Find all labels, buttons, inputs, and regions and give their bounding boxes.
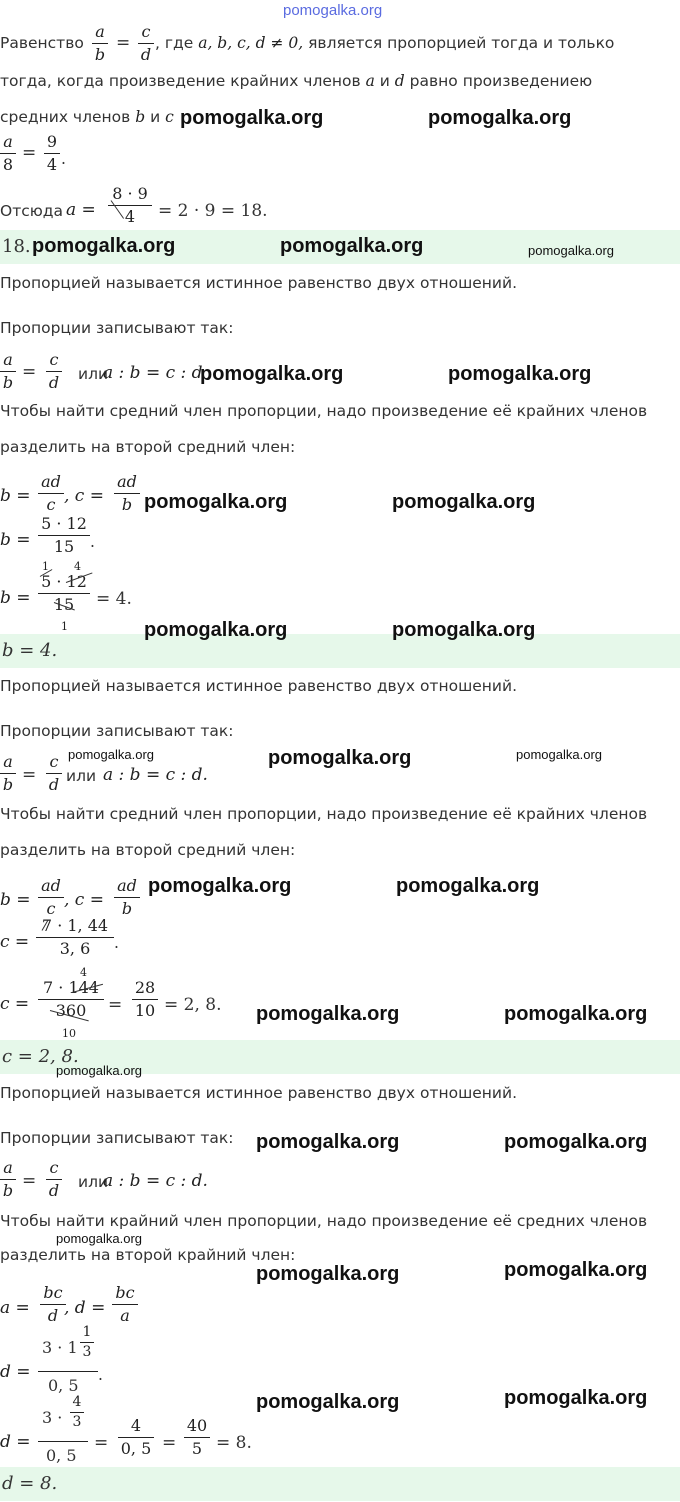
watermark: pomogalka.org [392,491,536,513]
s4-answer: d = 8. [2,1473,58,1494]
watermark: pomogalka.org [504,1259,648,1281]
s2-form-or: или [78,365,109,383]
watermark: pomogalka.org [56,1231,142,1246]
s2-form-eq: = [22,362,37,382]
s4-formula-d [112,1283,138,1326]
s4-rule-line1: Чтобы найти крайний член пропорции, надо произведение её средних членов [0,1212,648,1230]
watermark: pomogalka.org [148,875,292,897]
s3-formula-b [38,876,64,919]
s3-formula-c-den: b [121,899,133,918]
watermark: pomogalka.org [504,1387,648,1409]
watermark: pomogalka.org [144,491,288,513]
s2-form-b: b [2,373,14,392]
s4-form-c: c [49,1158,59,1177]
s3-step2-frac [38,978,104,1021]
s4-step2-mixed [70,1394,84,1431]
s2-form-ab [0,350,16,393]
watermark: pomogalka.org [504,1003,648,1025]
s2-step1-den: 15 [53,537,75,556]
s4-step2-fn: 4 [72,1394,82,1410]
s3-step2-num: 7 · 144 [43,978,99,997]
s4-step1-lhs: d = [0,1362,31,1382]
watermark: pomogalka.org [180,107,324,129]
s4-step1-dot: . [98,1366,103,1384]
s4-formula-d-num: bc [115,1283,135,1302]
s1-var-a: a [365,72,375,90]
watermark: pomogalka.org [256,1391,400,1413]
s1-and: и [379,72,390,90]
s3-step2-bot: 10 [62,1027,76,1040]
s4-step2-n3: 40 [186,1416,208,1435]
s4-step2-fd: 3 [72,1414,82,1430]
s2-form-alt: a : b = c : d [103,363,203,383]
s1-hence-label: Отсюда [0,202,64,220]
s4-step2-frac3 [184,1416,210,1459]
s4-form-alt: a : b = c : d. [103,1171,208,1191]
s3-form-a: a [3,752,13,771]
s4-form-d: d [48,1181,60,1200]
s1-var-b: b [135,108,146,126]
s1-eq-8: 8 [2,155,14,174]
s1-intro-line1 [0,34,84,52]
s1-line2-post: равно произведениею [409,72,593,90]
s4-formula-d-lhs: , d = [64,1298,106,1318]
watermark: pomogalka.org [428,107,572,129]
s4-step2-frac2 [118,1416,154,1459]
s4-form-or: или [78,1173,109,1191]
s2-formula-c-num: ad [117,472,137,491]
watermark: pomogalka.org [32,235,176,257]
watermark-top: pomogalka.org [283,2,383,19]
s2-formula-b-lhs: b = [0,486,31,506]
s2-step2-top1: 1 [42,560,49,573]
s2-answer-band [0,634,680,668]
watermark: pomogalka.org [504,1131,648,1153]
s2-step2-lhs: b = [0,588,31,608]
s2-step2-rhs: = 4. [96,589,132,609]
s4-write: Пропорции записывают так: [0,1129,234,1147]
s1-ratio-a: a [95,22,105,41]
s3-form-d: d [48,775,60,794]
s2-definition: Пропорцией называется истинное равенство двух отношений. [0,274,518,292]
s3-formula-c [114,876,140,919]
s3-rule-line1: Чтобы найти средний член пропорции, надо произведение её крайних членов [0,805,648,823]
s1-ratio-cd [138,22,154,65]
s3-form-eq: = [22,765,37,785]
s2-step1-lhs: b = [0,530,31,550]
s2-step2-top2: 4 [74,560,81,573]
s1-intro-line3 [0,108,174,126]
s1-intro-rest [155,34,614,52]
s3-step2-lhs: c = [0,994,30,1014]
s2-formula-c [114,472,140,515]
s1-ratio-ab [92,22,108,65]
s3-step1-frac [36,916,114,959]
s3-step1-den: 3, 6 [59,939,91,958]
s2-step2-bot: 1 [61,620,68,633]
s4-step2-num-whole: 3 · [42,1408,63,1427]
s4-step1-num-whole: 3 · 1 [42,1338,78,1357]
s1-ratio-d: d [140,45,152,64]
s3-step1-num: 7 · 1, 44 [41,916,109,935]
s3-rule-line2: разделить на второй средний член: [0,841,296,859]
s3-formula-b-den: c [46,899,56,918]
s3-answer: c = 2, 8. [2,1046,79,1067]
s3-step2-frac2 [132,978,158,1021]
s3-form-cd [46,752,62,795]
s4-form-ab [0,1158,16,1201]
s4-answer-band [0,1467,680,1501]
s2-formula-c-den: b [121,495,133,514]
s1-intro-post: является пропорцией тогда и только [308,34,615,52]
s3-formula-c-lhs: , c = [64,890,104,910]
watermark: pomogalka.org [144,619,288,641]
s3-formula-b-num: ad [41,876,61,895]
s1-eq-94 [44,132,60,175]
s3-step1-dot: . [114,934,119,952]
s2-step2-den: 15 [53,595,75,614]
s3-step2-top: 4 [80,966,87,979]
s3-formula-c-num: ad [117,876,137,895]
s3-step2-d2: 10 [134,1001,156,1020]
s3-step2-rhs: = 2, 8. [164,995,222,1015]
s4-step2-lhs: d = [0,1432,31,1452]
s1-eq-sign2: = [22,143,37,163]
s1-line2-pre: тогда, когда произведение крайних членов [0,72,361,90]
s1-var-d: d [394,72,405,90]
s4-formula-a-den: d [47,1306,59,1325]
s4-form-b: b [2,1181,14,1200]
s2-formula-c-lhs: , c = [64,486,104,506]
s2-formula-b-num: ad [41,472,61,491]
s4-step2-d3: 5 [191,1439,203,1458]
s4-formula-a-num: bc [43,1283,63,1302]
s4-step2-n2: 4 [130,1416,142,1435]
s1-intro-pre: Равенство [0,34,84,52]
s1-hence-den: 4 [124,207,136,226]
s4-step2-d2: 0, 5 [120,1439,152,1458]
s3-definition: Пропорцией называется истинное равенство двух отношений. [0,677,518,695]
s4-step2-den: 0, 5 [46,1446,77,1465]
s1-eq-a8 [0,132,16,175]
s4-form-cd [46,1158,62,1201]
s3-form-or: или [66,767,97,785]
s4-step1-bar [38,1371,98,1372]
s2-step1-num: 5 · 12 [41,514,87,533]
watermark: pomogalka.org [280,235,424,257]
s1-hence-lhs: a = [66,200,96,220]
s3-step2-n2: 28 [134,978,156,997]
s4-form-eq: = [22,1171,37,1191]
s1-intro-where: , где [155,34,194,52]
s1-hence-rhs: = 2 · 9 = 18. [158,201,268,221]
s4-step1-den: 0, 5 [48,1376,79,1395]
watermark: pomogalka.org [516,747,602,762]
s2-step1-frac [38,514,90,557]
s4-step1-fn: 1 [82,1324,92,1340]
watermark: pomogalka.org [528,243,614,258]
s1-var-c: c [165,108,174,126]
watermark: pomogalka.org [392,619,536,641]
watermark: pomogalka.org [256,1263,400,1285]
s3-formula-b-lhs: b = [0,890,31,910]
s4-step1-fd: 3 [82,1344,92,1360]
s2-form-d: d [48,373,60,392]
s3-form-b: b [2,775,14,794]
s2-rule-line1: Чтобы найти средний член пропорции, надо произведение её крайних членов [0,402,648,420]
s4-step2-rhs: = 8. [216,1433,252,1453]
s1-line3-pre: средних членов [0,108,131,126]
watermark: pomogalka.org [68,747,154,762]
s4-step2-eq1: = [94,1433,109,1453]
watermark: pomogalka.org [448,363,592,385]
s4-step1-mixed [80,1324,94,1361]
s1-ratio-b: b [94,45,106,64]
watermark: pomogalka.org [256,1003,400,1025]
s2-step1-dot: . [90,533,95,551]
s3-form-ab [0,752,16,795]
s1-eq-4: 4 [46,155,58,174]
s1-intro-line2 [0,72,592,90]
s4-formula-a-lhs: a = [0,1298,30,1318]
s2-form-cd [46,350,62,393]
s4-definition: Пропорцией называется истинное равенство двух отношений. [0,1084,518,1102]
s1-ratio-c: c [141,22,151,41]
s4-formula-a [40,1283,66,1326]
s3-step2-den: 360 [55,1001,87,1020]
s3-form-c: c [49,752,59,771]
s4-form-a: a [3,1158,13,1177]
s3-form-alt: a : b = c : d. [103,765,208,785]
s2-formula-b [38,472,64,515]
s2-step2-num: 5 · 12 [41,572,87,591]
watermark: pomogalka.org [256,1131,400,1153]
s1-answer: 18. [2,236,31,257]
s1-intro-cond: a, b, c, d ≠ 0, [198,34,304,52]
watermark: pomogalka.org [268,747,412,769]
watermark: pomogalka.org [56,1063,142,1078]
s2-answer: b = 4. [2,640,58,661]
s1-eq-a: a [3,132,13,151]
watermark: pomogalka.org [200,363,344,385]
s3-step1-lhs: c = [0,932,30,952]
s4-rule-line2: разделить на второй крайний член: [0,1246,296,1264]
s2-form-a: a [3,350,13,369]
watermark: pomogalka.org [396,875,540,897]
s4-step2-bar [38,1441,88,1442]
s1-eq-sign: = [116,33,131,53]
s2-write: Пропорции записывают так: [0,319,234,337]
s1-eq-dot: . [61,150,66,168]
s2-formula-b-den: c [46,495,56,514]
s3-step2-eq: = [108,995,123,1015]
s2-rule-line2: разделить на второй средний член: [0,438,296,456]
s3-write: Пропорции записывают так: [0,722,234,740]
s1-hence-num: 8 · 9 [112,184,148,203]
s1-and-2: и [150,108,161,126]
s4-formula-d-den: a [120,1306,130,1325]
s2-form-c: c [49,350,59,369]
s1-eq-9: 9 [46,132,58,151]
s2-step2-frac [38,572,90,615]
s4-step2-eq2: = [162,1433,177,1453]
